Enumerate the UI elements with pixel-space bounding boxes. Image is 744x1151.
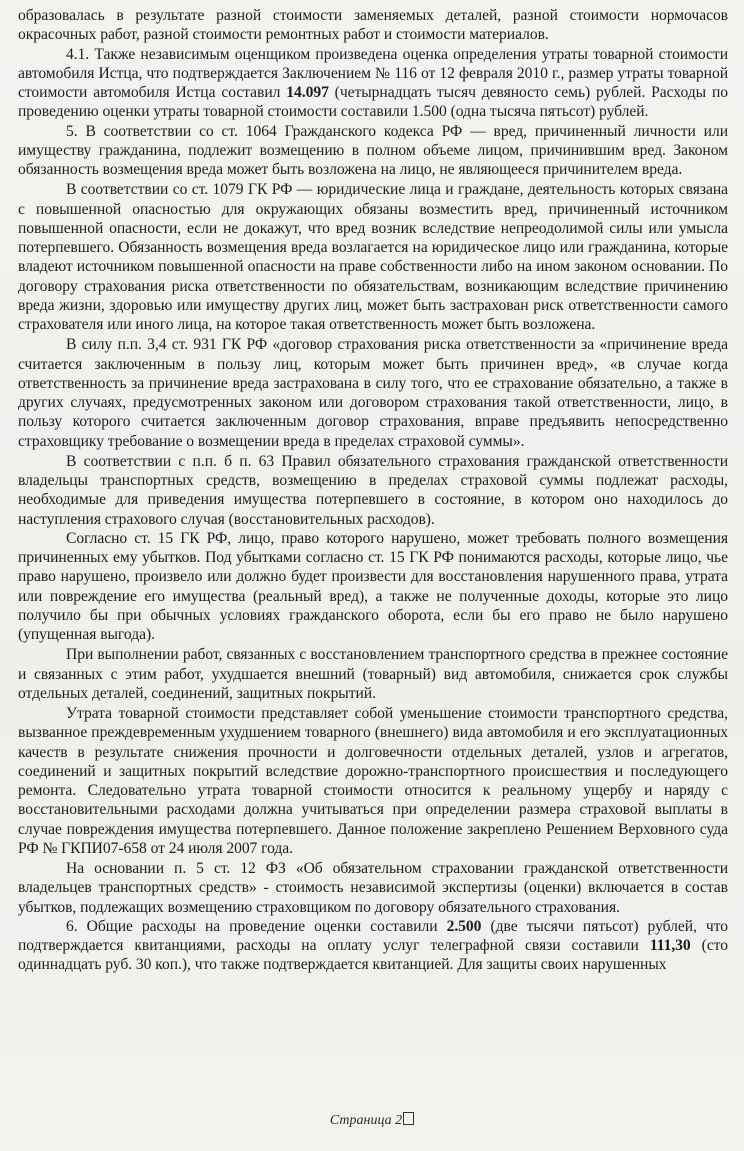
page-number: Страница 2	[329, 1113, 403, 1128]
paragraph-art-1079: В соответствии со ст. 1079 ГК РФ — юридические лица и граждане, деятельность которых связана с повышенной опасностью для окружающих обязаны возместить вред, причиненный источником повышенной опасности, если не докажут, что вред возник вследствие непреодолимой силы или умысла потерпевшего. Обязанность возмещения вреда возлагается на юридическое лицо или гражданина, которые владеют источником повышенной опасности на праве собственности либо на ином законом основании. По договору страхования риска ответственности по обязательствам, возникающим вследствие причинению вреда жизни, здоровью или имуществу других лиц, может быть застрахован риск ответственности самого страхователя или иного лица, на которое такая ответственность может быть возложена.	[18, 181, 728, 333]
paragraph-fz-art-12: На основании п. 5 ст. 12 ФЗ «Об обязательном страховании гражданской ответственности владельцев транспортных средств» - стоимость независимой экспертизы (оценки) включается в состав убытков, подлежащих возмещению страховщиком по договору обязательного страхования.	[18, 860, 728, 916]
utc-amount: 14.097	[286, 84, 329, 101]
paragraph-rules-63: В соответствии с п.п. б п. 63 Правил обязательного страхования гражданской ответственности владельцы транспортных средств, возмещению в пределах страховой суммы подлежат расходы, необходимые для приведения имущества потерпевшего в состояние, в котором оно находилось до наступления страхового случая (восстановительных расходов).	[18, 452, 728, 528]
paragraph-6-text-c: (сто одиннадцать руб. 30 коп.), что также подтверждается квитанцией. Для защиты своих нарушенных	[18, 937, 728, 974]
telegraph-amount: 111,30	[649, 937, 691, 954]
paragraph-6	[18, 917, 728, 975]
paragraph-5: 5. В соответствии со ст. 1064 Гражданского кодекса РФ — вред, причиненный личности или имуществу гражданина, подлежит возмещению в полном объеме лицом, причинившим вред. Законом обязанность возмещения вреда может быть возложена на лицо, не являющееся причинителем вреда.	[18, 122, 728, 178]
paragraph-4-1-text-b: (четырнадцать тысяч девяносто семь) рублей. Расходы по проведению оценки утраты товарной стоимости составили 1.500 (одна тысяча пятьсот) рублей.	[18, 84, 728, 121]
paragraph-4-1-text-a: 4.1. Также независимым оценщиком произведена оценка определения утраты товарной стоимости автомобиля Истца, что подтверждается Заключением № 116 от 12 февраля 2010 г., размер утраты товарной стоимости автомобиля Истца составил	[18, 45, 728, 101]
box-glyph-icon	[403, 1112, 414, 1125]
paragraph-value-loss: Утрата товарной стоимости представляет собой уменьшение стоимости транспортного средства, вызванное преждевременным ухудшением товарного (внешнего) вида автомобиля и его эксплуатационных качеств в результате снижения прочности и долговечности отдельных деталей, узлов и агрегатов, соединений и защитных покрытий вследствие дорожно-транспортного происшествия и последующего ремонта. Следовательно утрата товарной стоимости относится к реальному ущербу и наряду с восстановительными расходами должна учитываться при определении размера страховой выплаты в случае повреждения имущества потерпевшего. Данное положение закреплено Решением Верховного суда РФ № ГКПИ07-658 от 24 июля 2007 года.	[18, 705, 728, 857]
document-body	[18, 6, 728, 975]
paragraph-restoration-works: При выполнении работ, связанных с восстановлением транспортного средства в прежнее состояние и связанных с этим работ, ухудшается внешний (товарный) вид автомобиля, снижается срок службы отдельных деталей, соединений, защитных покрытий.	[18, 646, 728, 702]
paragraph-6-text-a: 6. Общие расходы на проведение оценки составили	[66, 917, 447, 935]
paragraph-4-1	[18, 45, 728, 122]
paragraph-continuation: образовалась в результате разной стоимости заменяемых деталей, разной стоимости нормочасов окрасочных работ, разной стоимости ремонтных работ и стоимости материалов.	[18, 7, 728, 44]
assessment-amount: 2.500	[446, 917, 482, 935]
paragraph-art-931: В силу п.п. 3,4 ст. 931 ГК РФ «договор страхования риска ответственности за «причинение вреда считается заключенным в пользу лиц, которым может быть причинен вред», «в случае когда ответственность за причинение вреда застрахована в силу того, что ее страхование обязательно, а также в других случаях, предусмотренных законом или договором страхования такой ответственности, лицо, в пользу которого считается заключенным договор страхования, вправе предъявить непосредственно страховщику требование о возмещении вреда в пределах страховой суммы».	[18, 336, 728, 450]
paragraph-6-text-b: (две тысячи пятьсот) рублей, что подтверждается квитанциями, расходы на оплату услуг телеграфной связи составили	[18, 917, 729, 954]
page-footer	[0, 1112, 744, 1129]
paragraph-art-15: Согласно ст. 15 ГК РФ, лицо, право которого нарушено, может требовать полного возмещения причиненных ему убытков. Под убытками согласно ст. 15 ГК РФ понимаются расходы, которые лицо, чье право нарушено, произвело или должно будет произвести для восстановления нарушенного права, утрата или повреждение его имущества (реальный вред), а также не полученные доходы, которые это лицо получило бы при обычных условиях гражданского оборота, если бы его право не было нарушено (упущенная выгода).	[18, 529, 728, 643]
